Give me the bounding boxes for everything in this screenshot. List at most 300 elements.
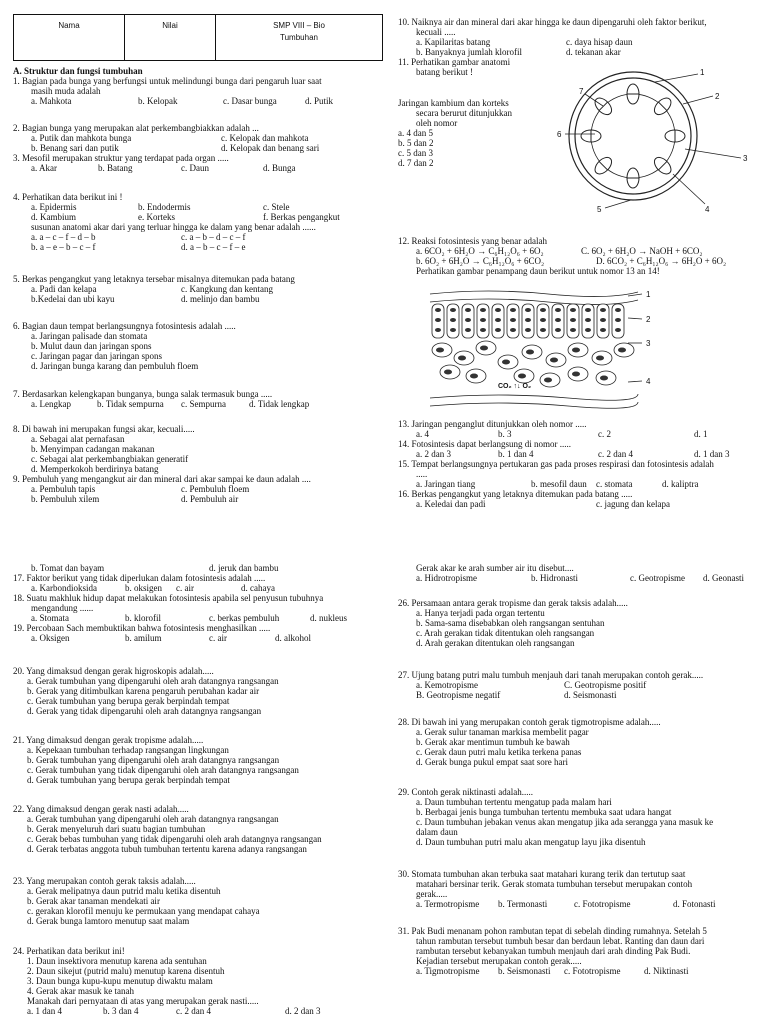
option: b. Mulut daun dan jaringan spons [31, 341, 152, 351]
option: b. 1 dan 4 [498, 449, 534, 459]
option: b. Banyaknya jumlah klorofil [416, 47, 522, 57]
vascular-bundle [627, 84, 639, 104]
option: b. 5 dan 2 [398, 138, 434, 148]
stem-label-7: 7 [579, 87, 584, 96]
option: d. alkohol [275, 633, 311, 643]
pointer-line [673, 174, 705, 204]
option: C. Geotropisme positif [564, 680, 647, 690]
question-1-options [13, 96, 383, 106]
option: B. Geotropisme negatif [416, 690, 501, 700]
question-11-prompt: Jaringan kambium dan korteks [398, 98, 509, 108]
left-column-top [13, 66, 383, 106]
option: a. Kemotropisme [416, 680, 478, 690]
option: d. a – b – c – f – e [181, 242, 246, 252]
option: C. 6O₂ + 6H₂O → NaOH + 6CO₂ [581, 246, 703, 256]
question-10: 10. Naiknya air dan mineral dari akar hingga ke daun dipengaruhi oleh faktor berikut, [398, 17, 707, 27]
vascular-bundle [665, 130, 685, 142]
chloroplast [435, 328, 441, 332]
option: d. Tidak lengkap [249, 399, 310, 409]
option: b. 3 dan 4 [103, 1006, 139, 1016]
option: c. Fototropisme [574, 899, 631, 909]
question-5-block [13, 274, 383, 304]
vascular-bundle [581, 130, 601, 142]
question-8: 8. Di bawah ini merupakan fungsi akar, kecuali..... [13, 424, 195, 434]
option: c. Gerak daun putri malu ketika terkena panas [416, 747, 582, 757]
pointer-line [683, 96, 713, 104]
vascular-bundle [651, 154, 674, 177]
option: b. Seismonasti [498, 966, 551, 976]
left-column-bottom [13, 563, 383, 643]
question-11-cont: batang berikut ! [416, 67, 473, 77]
data-item: 1. Daun insektivora menutup karena ada sentuhan [27, 956, 207, 966]
option: c. a – b – d – c – f [181, 232, 246, 242]
option: d. Gerak bunga pukul empat saat sore hari [416, 757, 568, 767]
chloroplast [526, 350, 534, 355]
option: a. Padi dan kelapa [31, 284, 97, 294]
question-5: 5. Berkas pengangkut yang letaknya tersebar misalnya ditemukan pada batang [13, 274, 295, 284]
option: d. Fotonasti [673, 899, 716, 909]
question-10-cont: kecuali ..... [416, 27, 456, 37]
option: d. cahaya [241, 583, 275, 593]
chloroplast [618, 348, 626, 353]
question-11: 11. Perhatikan gambar anatomi [398, 57, 511, 67]
option: b. Tidak sempurna [97, 399, 164, 409]
option: c. gerakan klorofil menuju ke permukaan yang mendapat cahaya [27, 906, 260, 916]
option: b. Gerak tumbuhan yang dipengaruhi oleh arah datangnya rangsangan [27, 755, 280, 765]
question-22-block [13, 804, 383, 854]
question-9: 9. Pembuluh yang mengangkut air dan mineral dari akar sampai ke daun adalah .... [13, 474, 311, 484]
question-19: 19. Percobaan Sach membuktikan bahwa fotosintesis menghasilkan ..... [13, 623, 271, 633]
option: a. a – c – f – d – b [31, 232, 96, 242]
option: d. 1 dan 3 [694, 449, 730, 459]
question-1: 1. Bagian pada bunga yang berfungsi untuk melindungi bunga dari pengaruh luar saat [13, 76, 322, 86]
header-title [216, 15, 383, 61]
vascular-bundle [651, 95, 674, 118]
option: b. oksigen [125, 583, 162, 593]
option: d. melinjo dan bambu [181, 294, 260, 304]
data-item: b. Endodermis [138, 202, 191, 212]
question-13: 13. Jaringan penganglut ditunjukkan oleh nomor ..... [398, 419, 587, 429]
chloroplast [544, 378, 552, 383]
option: c. Gerak bebas tumbuhan yang tidak dipengaruhi oleh arah datangnya rangsangan [27, 834, 322, 844]
question-26: 26. Persamaan antara gerak tropisme dan gerak taksis adalah..... [398, 598, 628, 608]
question-18: 18. Suatu makhluk hidup dapat melakukan fotosintesis apabila sel penyusun tubuhnya [13, 593, 324, 603]
question-11-prompt: oleh nomor [416, 118, 458, 128]
option: c. 2 dan 4 [598, 449, 633, 459]
data-item: 2. Daun sikejut (putrid malu) menutup karena disentuh [27, 966, 225, 976]
chloroplast [570, 308, 576, 312]
option: a. Gerak melipatnya daun putrid malu ketika disentuh [27, 886, 221, 896]
pointer-line [628, 294, 642, 296]
option: b. Gerak yang ditimbulkan karena pengaruh perubahan kadar air [27, 686, 260, 696]
option: d. Geonasti [703, 573, 744, 583]
chloroplast [550, 358, 558, 363]
option: a. 2 dan 3 [416, 449, 451, 459]
question-27-block [398, 670, 766, 700]
question-26-block [398, 598, 766, 648]
option: b. 3 [498, 429, 512, 439]
question-29-block [398, 787, 766, 847]
option: d. nukleus [310, 613, 347, 623]
chloroplast [495, 328, 501, 332]
option: d. kaliptra [662, 479, 699, 489]
chloroplast [540, 318, 546, 322]
stem-cross-section-diagram [555, 64, 755, 214]
option: c. 2 [598, 429, 611, 439]
chloroplast [585, 318, 591, 322]
option: d. Gerak tumbuhan yang berupa gerak berpindah tempat [27, 775, 230, 785]
chloroplast [510, 328, 516, 332]
chloroplast [615, 318, 621, 322]
option: b. Tomat dan bayam [31, 563, 105, 573]
option: b. amilum [125, 633, 162, 643]
option: a. Pembuluh tapis [31, 484, 96, 494]
question-6-block [13, 321, 383, 371]
option: a. Gerak tumbuhan yang dipengaruhi oleh arah datangnya rangsangan [27, 814, 279, 824]
header-title-line1: SMP VIII – Bio [273, 21, 325, 30]
data-item: 4. Gerak akar masuk ke tanah [27, 986, 134, 996]
chloroplast [450, 318, 456, 322]
question-23-block [13, 876, 383, 926]
option: b. mesofil daun [531, 479, 587, 489]
option: a. 1 dan 4 [27, 1006, 62, 1016]
question-28-block [398, 717, 766, 767]
option: a. 4 [416, 429, 429, 439]
option: b. Menyimpan cadangan makanan [31, 444, 155, 454]
option: a. Sebagai alat pernafasan [31, 434, 125, 444]
option: c. Gerak tumbuhan yang tidak dipengaruhi oleh arah datangnya rangsangan [27, 765, 299, 775]
chloroplast [540, 308, 546, 312]
chloroplast [444, 370, 452, 375]
option: a. Akar [31, 163, 57, 173]
option: c. Sempurna [181, 399, 226, 409]
question-14: 14. Fotosintesis dapat berlangsung di nomor ..... [398, 439, 571, 449]
chloroplast [480, 308, 486, 312]
chloroplast [518, 374, 526, 379]
chloroplast [525, 318, 531, 322]
option: b. Pembuluh xilem [31, 494, 100, 504]
chloroplast [600, 318, 606, 322]
option: d. 2 dan 3 [285, 1006, 321, 1016]
chloroplast [585, 328, 591, 332]
chloroplast [450, 328, 456, 332]
question-2: 2. Bagian bunga yang merupakan alat perkembangbiakkan adalah ... [13, 123, 259, 133]
lower-epidermis [430, 402, 638, 408]
vascular-bundle [627, 168, 639, 188]
option: a. Kapilaritas batang [416, 37, 491, 47]
chloroplast [495, 308, 501, 312]
pointer-line [605, 200, 631, 208]
nama-label: Nama [14, 15, 125, 61]
question-31: 31. Pak Budi menanam pohon rambutan tepat di sebelah dinding rumahnya. Setelah 5 [398, 926, 707, 936]
option: c. Dasar bunga [223, 96, 277, 106]
option: d. 1 [694, 429, 708, 439]
question-17: 17. Faktor berikut yang tidak diperlukan dalam fotosintesis adalah ..... [13, 573, 266, 583]
chloroplast [525, 328, 531, 332]
stem-label-2: 2 [715, 92, 720, 101]
question-12: 12. Reaksi fotosintesis yang benar adalah [398, 236, 547, 246]
option: b. Termonasti [498, 899, 548, 909]
chloroplast [436, 348, 444, 353]
option: c. Arah gerakan tidak ditentukan oleh rangsangan [416, 628, 595, 638]
question-24-block [13, 946, 383, 1016]
chloroplast [458, 356, 466, 361]
option: d. Putik [305, 96, 334, 106]
question-25: Gerak akar ke arah sumber air itu disebut.... [416, 563, 574, 573]
vascular-bundle [592, 95, 615, 118]
chloroplast [585, 308, 591, 312]
question-7: 7. Berdasarkan kelengkapan bunganya, bunga salak termasuk bunga ..... [13, 389, 273, 399]
question-22: 22. Yang dimaksud dengan gerak nasti adalah..... [13, 804, 189, 814]
option: a. Daun tumbuhan tertentu mengatup pada malam hari [416, 797, 612, 807]
option: b. Gerak akar mentimun tumbuh ke bawah [416, 737, 570, 747]
option: c. Daun [181, 163, 209, 173]
question-30: 30. Stomata tumbuhan akan terbuka saat matahari kurang terik dan tertutup saat [398, 869, 686, 879]
chloroplast [525, 308, 531, 312]
question-24: 24. Perhatikan data berikut ini! [13, 946, 125, 956]
question-31-block [398, 926, 766, 976]
pointer-line [628, 381, 642, 382]
option: c. Fototropisme [564, 966, 621, 976]
header-title-line2: Tumbuhan [280, 33, 318, 42]
pointer-line [628, 318, 642, 319]
data-item: d. Kambium [31, 212, 76, 222]
option: a. Gerak tumbuhan yang dipengaruhi oleh arah datangnya rangsangan [27, 676, 279, 686]
leaf-instruction: Perhatikan gambar penampang daun berikut untuk nomor 13 an 14! [416, 266, 660, 276]
option: d. Gerak yang tidak dipengaruhi oleh arah datangnya rangsangan [27, 706, 262, 716]
option: b. Sama-sama disebabkan oleh rangsangan sentuhan [416, 618, 605, 628]
question-4: 4. Perhatikan data berikut ini ! [13, 192, 123, 202]
option: c. Kelopak dan mahkota [221, 133, 309, 143]
option: d. Memperkokoh berdirinya batang [31, 464, 159, 474]
chloroplast [596, 356, 604, 361]
question-20: 20. Yang dimaksud dengan gerak higroskopis adalah..... [13, 666, 214, 676]
question-13-block [398, 419, 766, 509]
option: c. 2 dan 4 [176, 1006, 211, 1016]
question-31-cont: rambutan tersebut kebanyakan tumbuh menjauh dari arah dinding Pak Budi. [416, 946, 691, 956]
option: b. Berbagai jenis bunga tumbuhan tertentu membuka saat udara hangat [416, 807, 672, 817]
option: a. Putik dan mahkota bunga [31, 133, 132, 143]
option: b. 6O₂ + 6H₂O → C₆H₁₂O₆ + 6CO₂ [416, 256, 545, 266]
chloroplast [465, 318, 471, 322]
chloroplast [555, 328, 561, 332]
nilai-label: Nilai [125, 15, 216, 61]
chloroplast [600, 376, 608, 381]
option: b. a – e – b – c – f [31, 242, 96, 252]
stem-label-4: 4 [705, 205, 710, 214]
option: a. Karbondioksida [31, 583, 97, 593]
question-31-cont: tahun rambutan tersebut tumbuh besar dan berdaun lebat. Ranting dan daun dari [416, 936, 705, 946]
chloroplast [555, 308, 561, 312]
option: d. Seismonasti [564, 690, 617, 700]
question-30-cont: gerak..... [416, 889, 448, 899]
option: c. Kangkung dan kentang [181, 284, 273, 294]
chloroplast [615, 308, 621, 312]
data-item: f. Berkas pengangkut [263, 212, 340, 222]
option: c. air [176, 583, 194, 593]
question-7-block [13, 389, 383, 409]
question-28: 28. Di bawah ini yang merupakan contoh gerak tigmotropisme adalah..... [398, 717, 661, 727]
chloroplast [465, 328, 471, 332]
data-item: a. Epidermis [31, 202, 77, 212]
option-cont: dalam daun [416, 827, 458, 837]
option: b. Kelopak [138, 96, 178, 106]
palisade-layer [432, 304, 624, 338]
stem-label-1: 1 [700, 68, 705, 77]
option: d. tekanan akar [566, 47, 621, 57]
question-15-cont: ..... [416, 469, 428, 479]
option: a. Kepekaan tumbuhan terhadap rangsangan lingkungan [27, 745, 229, 755]
option: c. Gerak tumbuhan yang berupa gerak berpindah tempat [27, 696, 230, 706]
question-21-block [13, 735, 383, 785]
question-1-cont: masih muda adalah [31, 86, 101, 96]
question-12-block [398, 236, 766, 276]
option: b. Benang sari dan putik [31, 143, 119, 153]
chloroplast [510, 308, 516, 312]
question-21: 21. Yang dimaksud dengan gerak tropisme adalah..... [13, 735, 204, 745]
question-2-block [13, 123, 383, 173]
option: d. Pembuluh air [181, 494, 239, 504]
chloroplast [435, 308, 441, 312]
data-item: e. Korteks [138, 212, 175, 222]
option: b. klorofil [125, 613, 161, 623]
chloroplast [502, 360, 510, 365]
leaf-label-1: 1 [646, 290, 651, 299]
option: c. Daun tumbuhan jebakan venus akan mengatup jika ada serangga yana masuk ke [416, 817, 714, 827]
question-24-prompt: Manakah dari pernyataan di atas yang merupakan gerak nasti..... [27, 996, 259, 1006]
option: c. daya hisap daun [566, 37, 633, 47]
lower-epidermis [430, 394, 638, 400]
option: b. Gerak akar tanaman mendekati air [27, 896, 160, 906]
question-15: 15. Tempat berlangsungnya pertukaran gas pada proses respirasi dan fotosintesis adalah [398, 459, 714, 469]
stem-label-3: 3 [743, 154, 748, 163]
chloroplast [600, 328, 606, 332]
option: a. Keledai dan padi [416, 499, 486, 509]
leaf-gas-label: CO₂ ↑↓ O₂ [498, 383, 532, 390]
chloroplast [615, 328, 621, 332]
option: d. jeruk dan bambu [209, 563, 279, 573]
option: d. Gerak bunga lamtoro menutup saat malam [27, 916, 190, 926]
option: c. jagung dan kelapa [596, 499, 670, 509]
chloroplast [600, 308, 606, 312]
vascular-bundle [592, 154, 615, 177]
chloroplast [570, 318, 576, 322]
question-31-cont: Kejadian tersebut merupakan contoh gerak..... [416, 956, 582, 966]
option: d. 7 dan 2 [398, 158, 434, 168]
option: c. Geotropisme [630, 573, 685, 583]
leaf-cross-section-diagram [428, 288, 664, 414]
option: d. Bunga [263, 163, 296, 173]
question-23: 23. Yang merupakan contoh gerak taksis adalah..... [13, 876, 196, 886]
option: d. Daun tumbuhan putri malu akan mengatup layu jika disentuh [416, 837, 646, 847]
question-30-cont: matahari bersinar terik. Gerak stomata tumbuhan tersebut merupakan contoh [416, 879, 693, 889]
leaf-label-2: 2 [646, 315, 651, 324]
question-25-block [416, 563, 766, 583]
data-item: 3. Daun bunga kupu-kupu menutup diwaktu malam [27, 976, 213, 986]
option: b.Kedelai dan ubi kayu [31, 294, 115, 304]
option: a. 4 dan 5 [398, 128, 433, 138]
header-table [13, 14, 383, 61]
option: c. Jaringan pagar dan jaringan spons [31, 351, 162, 361]
question-18-cont: mengandung ...... [31, 603, 94, 613]
option: a. Termotropisme [416, 899, 480, 909]
option: a. Jaringan palisade dan stomata [31, 331, 148, 341]
upper-epidermis [430, 291, 638, 297]
question-4-prompt: susunan anatomi akar dari yang terluar hingga ke dalam yang benar adalah ...... [31, 222, 316, 232]
option: a. Tigmotropisme [416, 966, 480, 976]
option: a. Jaringan tiang [416, 479, 476, 489]
stem-label-6: 6 [557, 130, 562, 139]
option: b. Batang [98, 163, 133, 173]
option: d. Kelopak dan benang sari [221, 143, 320, 153]
option: a. Hanya terjadi pada organ tertentu [416, 608, 545, 618]
pointer-line [655, 74, 698, 82]
chloroplast [480, 346, 488, 351]
option: d. Jaringan bunga karang dan pembuluh floem [31, 361, 199, 371]
chloroplast [435, 318, 441, 322]
section-heading: A. Struktur dan fungsi tumbuhan [13, 66, 143, 76]
option: a. Gerak sulur tanaman markisa membelit pagar [416, 727, 589, 737]
chloroplast [570, 328, 576, 332]
option: a. Oksigen [31, 633, 70, 643]
question-27: 27. Ujung batang putri malu tumbuh menjauh dari tanah merupakan contoh gerak..... [398, 670, 704, 680]
chloroplast [465, 308, 471, 312]
data-item: c. Stele [263, 202, 290, 212]
question-11-prompt: secara berurut ditunjukkan [416, 108, 512, 118]
leaf-label-4: 4 [646, 377, 651, 386]
option: b. Gerak menyeluruh dari suatu bagian tumbuhan [27, 824, 206, 834]
question-6: 6. Bagian daun tempat berlangsungnya fotosintesis adalah ..... [13, 321, 236, 331]
chloroplast [540, 328, 546, 332]
question-3: 3. Mesofil merupakan struktur yang terdapat pada organ ..... [13, 153, 229, 163]
question-16: 16. Berkas pengangkut yang letaknya ditemukan pada batang ..... [398, 489, 633, 499]
chloroplast [572, 372, 580, 377]
option: c. stomata [596, 479, 633, 489]
spongy-layer [432, 341, 634, 387]
option: c. Pembuluh floem [181, 484, 250, 494]
option: a. 6CO₂ + 6H₂O → C₆H₁₂O₆ + 6O₂ [416, 246, 544, 256]
chloroplast [480, 318, 486, 322]
stem-label-5: 5 [597, 205, 602, 214]
option: a. Mahkota [31, 96, 72, 106]
upper-epidermis [430, 299, 638, 305]
option: a. Lengkap [31, 399, 71, 409]
option: d. Arah gerakan ditentukan oleh rangsangan [416, 638, 575, 648]
option: c. berkas pembuluh [209, 613, 280, 623]
question-20-block [13, 666, 383, 716]
leaf-label-3: 3 [646, 339, 651, 348]
question-29: 29. Contoh gerak niktinasti adalah..... [398, 787, 533, 797]
option: c. 5 dan 3 [398, 148, 433, 158]
option: D. 6CO₂ + C₆H₁₂O₆ → 6H₂O + 6O₂ [596, 256, 727, 266]
chloroplast [572, 348, 580, 353]
option: a. Stomata [31, 613, 69, 623]
question-8-block [13, 424, 383, 504]
chloroplast [450, 308, 456, 312]
option: c. Sebagai alat perkembangbiakan generatif [31, 454, 189, 464]
vascular-bundles [581, 84, 685, 188]
chloroplast [510, 318, 516, 322]
question-30-block [398, 869, 766, 909]
chloroplast [495, 318, 501, 322]
chloroplast [470, 374, 478, 379]
question-11-options [398, 98, 558, 168]
chloroplast [555, 318, 561, 322]
option: d. Gerak terbatas anggota tubuh tumbuhan tertentu karena adanya rangsangan [27, 844, 307, 854]
option: d. Niktinasti [644, 966, 689, 976]
option: c. air [209, 633, 227, 643]
option: b. Hidronasti [531, 573, 578, 583]
